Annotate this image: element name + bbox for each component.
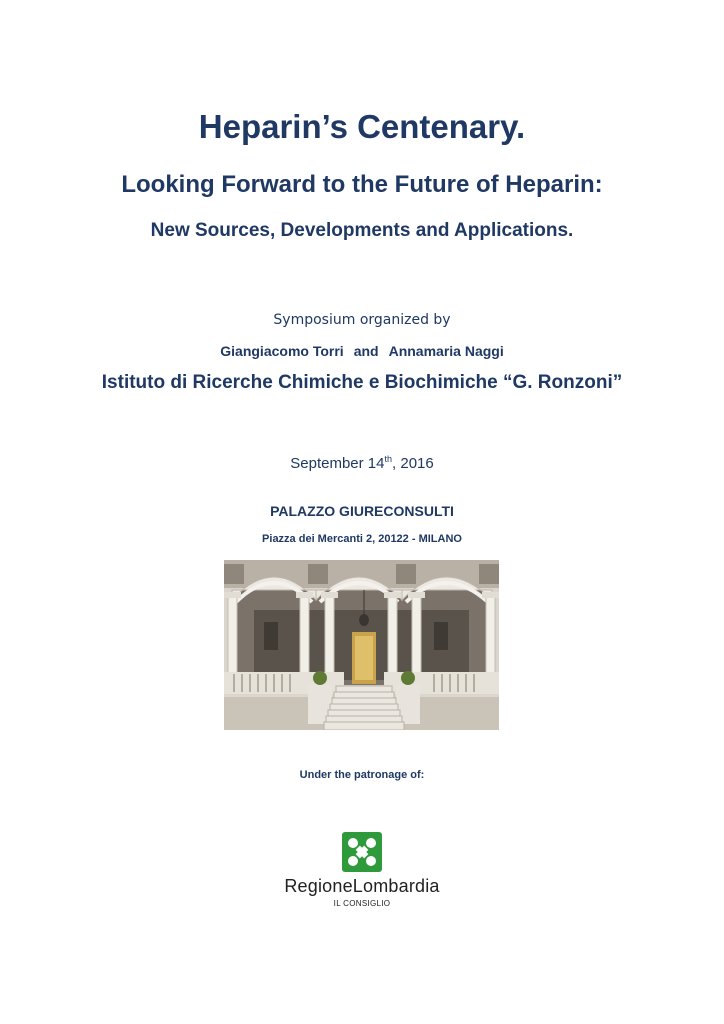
regione-lombardia-logo-icon <box>342 832 382 872</box>
institute-name: Istituto di Ricerche Chimiche e Biochimiche “G. Ronzoni” <box>101 372 623 393</box>
venue-name: PALAZZO GIURECONSULTI <box>270 503 454 519</box>
date-ordinal: th <box>384 454 393 464</box>
venue-address: Piazza dei Mercanti 2, 20122 - MILANO <box>262 533 462 545</box>
document-subtitle: Looking Forward to the Future of Heparin: <box>121 171 603 198</box>
document-subtitle-secondary: New Sources, Developments and Applications. <box>150 220 574 241</box>
patronage-label: Under the patronage of: <box>299 769 425 781</box>
organizer-name: Giangiacomo Torri <box>220 343 344 359</box>
document-title: Heparin’s Centenary. <box>198 108 526 145</box>
logo-wordmark: RegioneLombardia <box>284 876 440 896</box>
organizers-line <box>0 343 724 359</box>
organizer-conjunction: and <box>353 343 379 359</box>
organizer-name: Annamaria Naggi <box>388 343 504 359</box>
palazzo-photo <box>224 560 499 730</box>
organized-by-label: Symposium organized by <box>273 312 451 328</box>
date-year: , 2016 <box>392 455 434 472</box>
logo-subtitle: IL CONSIGLIO <box>333 899 391 908</box>
date-day: September 14 <box>290 455 385 472</box>
event-date <box>0 455 724 472</box>
